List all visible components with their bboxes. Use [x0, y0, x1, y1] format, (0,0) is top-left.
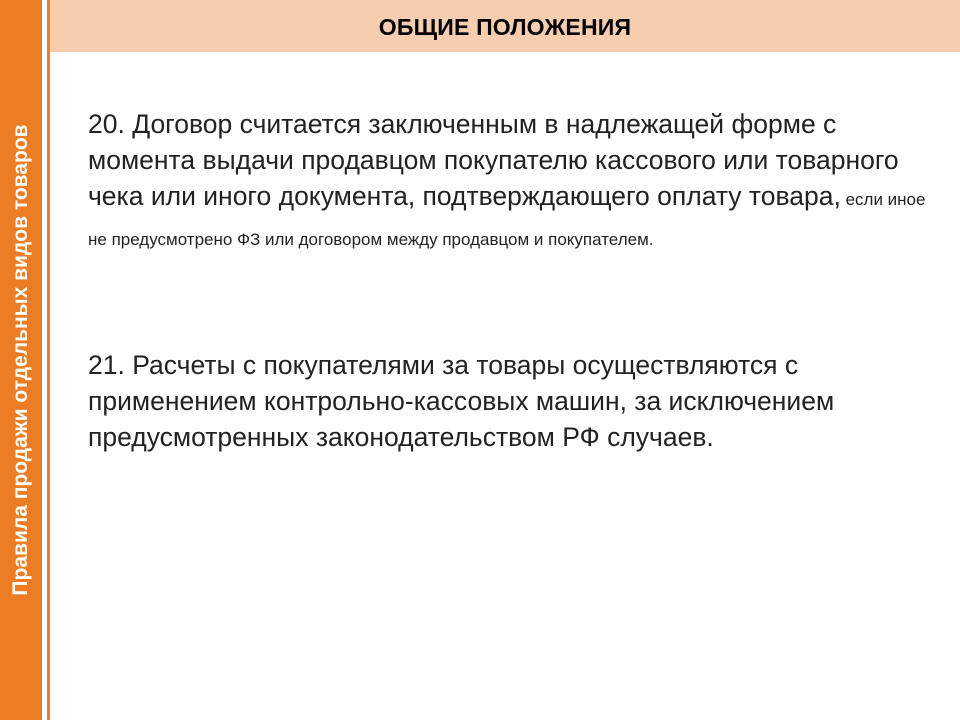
paragraph-21 [88, 347, 938, 455]
slide-content [88, 106, 938, 455]
header-band [50, 0, 960, 52]
paragraph-20-note: если иное не предусмотрено ФЗ или договором между продавцом и покупателем. [88, 190, 926, 249]
side-divider [47, 0, 50, 720]
paragraph-20-main: 20. Договор считается заключенным в надлежащей форме с момента выдачи продавцом покупателю кассового или товарного чека или иного документа, подтверждающего оплату товара, [88, 109, 899, 211]
slide-title: ОБЩИЕ ПОЛОЖЕНИЯ [378, 14, 632, 40]
paragraph-21-main: 21. Расчеты с покупателями за товары осуществляются с применением контрольно-кассовых машин, за исключением предусмотренных законодательством РФ случаев. [88, 350, 835, 452]
side-title: Правила продажи отдельных видов товаров [9, 124, 32, 596]
paragraph-20 [88, 106, 938, 258]
side-bar [0, 0, 42, 720]
